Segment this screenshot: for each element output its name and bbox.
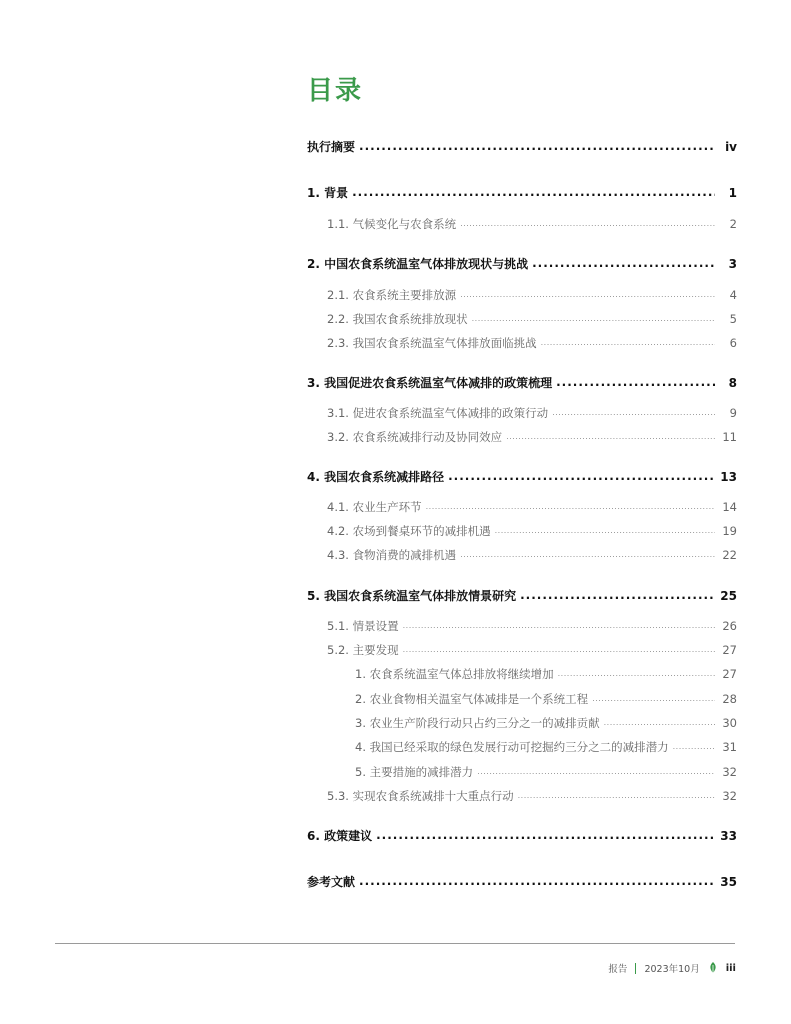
dot-leader <box>352 185 715 197</box>
toc-entry-label: 3.2. 农食系统减排行动及协同效应 <box>327 430 503 444</box>
toc-entry-page: 28 <box>722 692 737 706</box>
toc-entry-page: 35 <box>720 875 737 889</box>
toc-entry-label: 2. 中国农食系统温室气体排放现状与挑战 <box>307 257 529 271</box>
toc-entry-page: 1 <box>728 186 737 200</box>
toc-entry-page: 19 <box>722 524 737 538</box>
page-footer <box>608 961 736 975</box>
dot-leader <box>376 828 715 840</box>
dot-leader <box>403 643 715 655</box>
toc-entry-page: 11 <box>722 430 737 444</box>
toc-entry-page: 32 <box>722 789 737 803</box>
toc-entry-page: 6 <box>729 336 737 350</box>
leaf-icon <box>706 961 720 975</box>
dot-leader <box>592 692 715 704</box>
toc-entry-label: 5.2. 主要发现 <box>327 643 399 657</box>
toc-entry-section-1-1[interactable] <box>307 216 737 232</box>
dot-leader <box>506 430 715 442</box>
dot-leader <box>541 336 715 348</box>
toc-entry-label: 1. 农食系统温室气体总排放将继续增加 <box>355 667 554 681</box>
toc-entry-label: 6. 政策建议 <box>307 829 373 843</box>
toc-entry-section-2-1[interactable] <box>307 287 737 303</box>
toc-entry-label: 1. 背景 <box>307 186 349 200</box>
toc-entry-label: 3.1. 促进农食系统温室气体减排的政策行动 <box>327 406 549 420</box>
toc-entry-page: 27 <box>722 643 737 657</box>
toc-entry-section-5-2[interactable] <box>307 642 737 658</box>
toc-entry-section-4-1[interactable] <box>307 499 737 515</box>
toc-entry-finding-1[interactable] <box>307 666 737 682</box>
toc-entry-page: 26 <box>722 619 737 633</box>
toc-entry-label: 2.1. 农食系统主要排放源 <box>327 288 457 302</box>
footer-doc-type: 报告 <box>608 964 628 975</box>
toc-entry-label: 4.1. 农业生产环节 <box>327 500 422 514</box>
dot-leader <box>558 667 715 679</box>
toc-entry-label: 4.3. 食物消费的减排机遇 <box>327 548 457 562</box>
toc-entry-page: 22 <box>722 548 737 562</box>
toc-entry-section-1[interactable] <box>307 184 737 201</box>
toc-entry-page: 31 <box>722 740 737 754</box>
toc-entry-label: 4.2. 农场到餐桌环节的减排机遇 <box>327 524 491 538</box>
toc-entry-page: 5 <box>729 312 737 326</box>
toc-entry-label: 3. 我国促进农食系统温室气体减排的政策梳理 <box>307 376 553 390</box>
toc-entry-section-5[interactable] <box>307 587 737 604</box>
toc-entry-page: 9 <box>729 406 737 420</box>
toc-entry-label: 2. 农业食物相关温室气体减排是一个系统工程 <box>355 692 589 706</box>
toc-entry-page: 32 <box>722 765 737 779</box>
dot-leader <box>532 256 715 268</box>
toc-entry-page: 3 <box>728 257 737 271</box>
toc-entry-section-4-2[interactable] <box>307 523 737 539</box>
toc-entry-section-2-3[interactable] <box>307 335 737 351</box>
toc-entry-finding-4[interactable] <box>307 739 737 755</box>
dot-leader <box>477 765 715 777</box>
footer-divider <box>55 943 735 944</box>
toc-entry-page: 30 <box>722 716 737 730</box>
dot-leader <box>604 716 715 728</box>
toc-entry-label: 2.2. 我国农食系统排放现状 <box>327 312 468 326</box>
toc-entry-page: 4 <box>729 288 737 302</box>
dot-leader <box>495 524 715 536</box>
dot-leader <box>448 469 715 481</box>
toc-entry-page: iv <box>725 140 737 154</box>
toc-entry-page: 13 <box>720 470 737 484</box>
toc-entry-label: 2.3. 我国农食系统温室气体排放面临挑战 <box>327 336 537 350</box>
footer-page-number: iii <box>725 962 736 974</box>
toc-entry-section-2[interactable] <box>307 255 737 272</box>
dot-leader <box>552 406 715 418</box>
dot-leader <box>403 619 715 631</box>
footer-separator <box>635 963 636 974</box>
dot-leader <box>460 217 715 229</box>
toc-entry-label: 5.3. 实现农食系统减排十大重点行动 <box>327 789 514 803</box>
toc-entry-label: 5. 主要措施的减排潜力 <box>355 765 474 779</box>
toc-entry-label: 参考文献 <box>307 875 356 889</box>
footer-date: 2023年10月 <box>644 964 700 975</box>
dot-leader <box>460 288 715 300</box>
toc-entry-page: 33 <box>720 829 737 843</box>
toc-entry-section-5-1[interactable] <box>307 618 737 634</box>
toc-entry-label: 4. 我国已经采取的绿色发展行动可挖掘约三分之二的减排潜力 <box>355 740 669 754</box>
toc-entry-label: 3. 农业生产阶段行动只占约三分之一的减排贡献 <box>355 716 600 730</box>
toc-entry-label: 4. 我国农食系统减排路径 <box>307 470 445 484</box>
toc-entry-label: 5. 我国农食系统温室气体排放情景研究 <box>307 589 517 603</box>
toc-entry-section-5-3[interactable] <box>307 788 737 804</box>
toc-entry-label: 1.1. 气候变化与农食系统 <box>327 217 457 231</box>
dot-leader <box>460 548 715 560</box>
dot-leader <box>520 588 715 600</box>
toc-entry-executive-summary[interactable] <box>307 138 737 155</box>
toc-entry-section-4-3[interactable] <box>307 547 737 563</box>
toc-entry-page: 8 <box>728 376 737 390</box>
toc-entry-section-4[interactable] <box>307 468 737 485</box>
toc-entry-section-2-2[interactable] <box>307 311 737 327</box>
dot-leader <box>359 874 715 886</box>
dot-leader <box>359 139 715 151</box>
toc-entry-section-3-2[interactable] <box>307 429 737 445</box>
toc-entry-label: 5.1. 情景设置 <box>327 619 399 633</box>
toc-entry-page: 27 <box>722 667 737 681</box>
toc-entry-references[interactable] <box>307 873 737 890</box>
toc-entry-finding-5[interactable] <box>307 764 737 780</box>
dot-leader <box>472 312 715 324</box>
dot-leader <box>426 500 715 512</box>
dot-leader <box>518 789 715 801</box>
toc-entry-page: 2 <box>729 217 737 231</box>
toc-entry-label: 执行摘要 <box>307 140 356 154</box>
toc-entry-finding-3[interactable] <box>307 715 737 731</box>
page-title: 目录 <box>307 76 364 106</box>
toc-entry-section-6[interactable] <box>307 827 737 844</box>
dot-leader <box>673 740 715 752</box>
dot-leader <box>556 375 715 387</box>
toc-entry-page: 14 <box>722 500 737 514</box>
toc-entry-section-3-1[interactable] <box>307 405 737 421</box>
toc-entry-page: 25 <box>720 589 737 603</box>
toc-entry-finding-2[interactable] <box>307 691 737 707</box>
toc-entry-section-3[interactable] <box>307 374 737 391</box>
